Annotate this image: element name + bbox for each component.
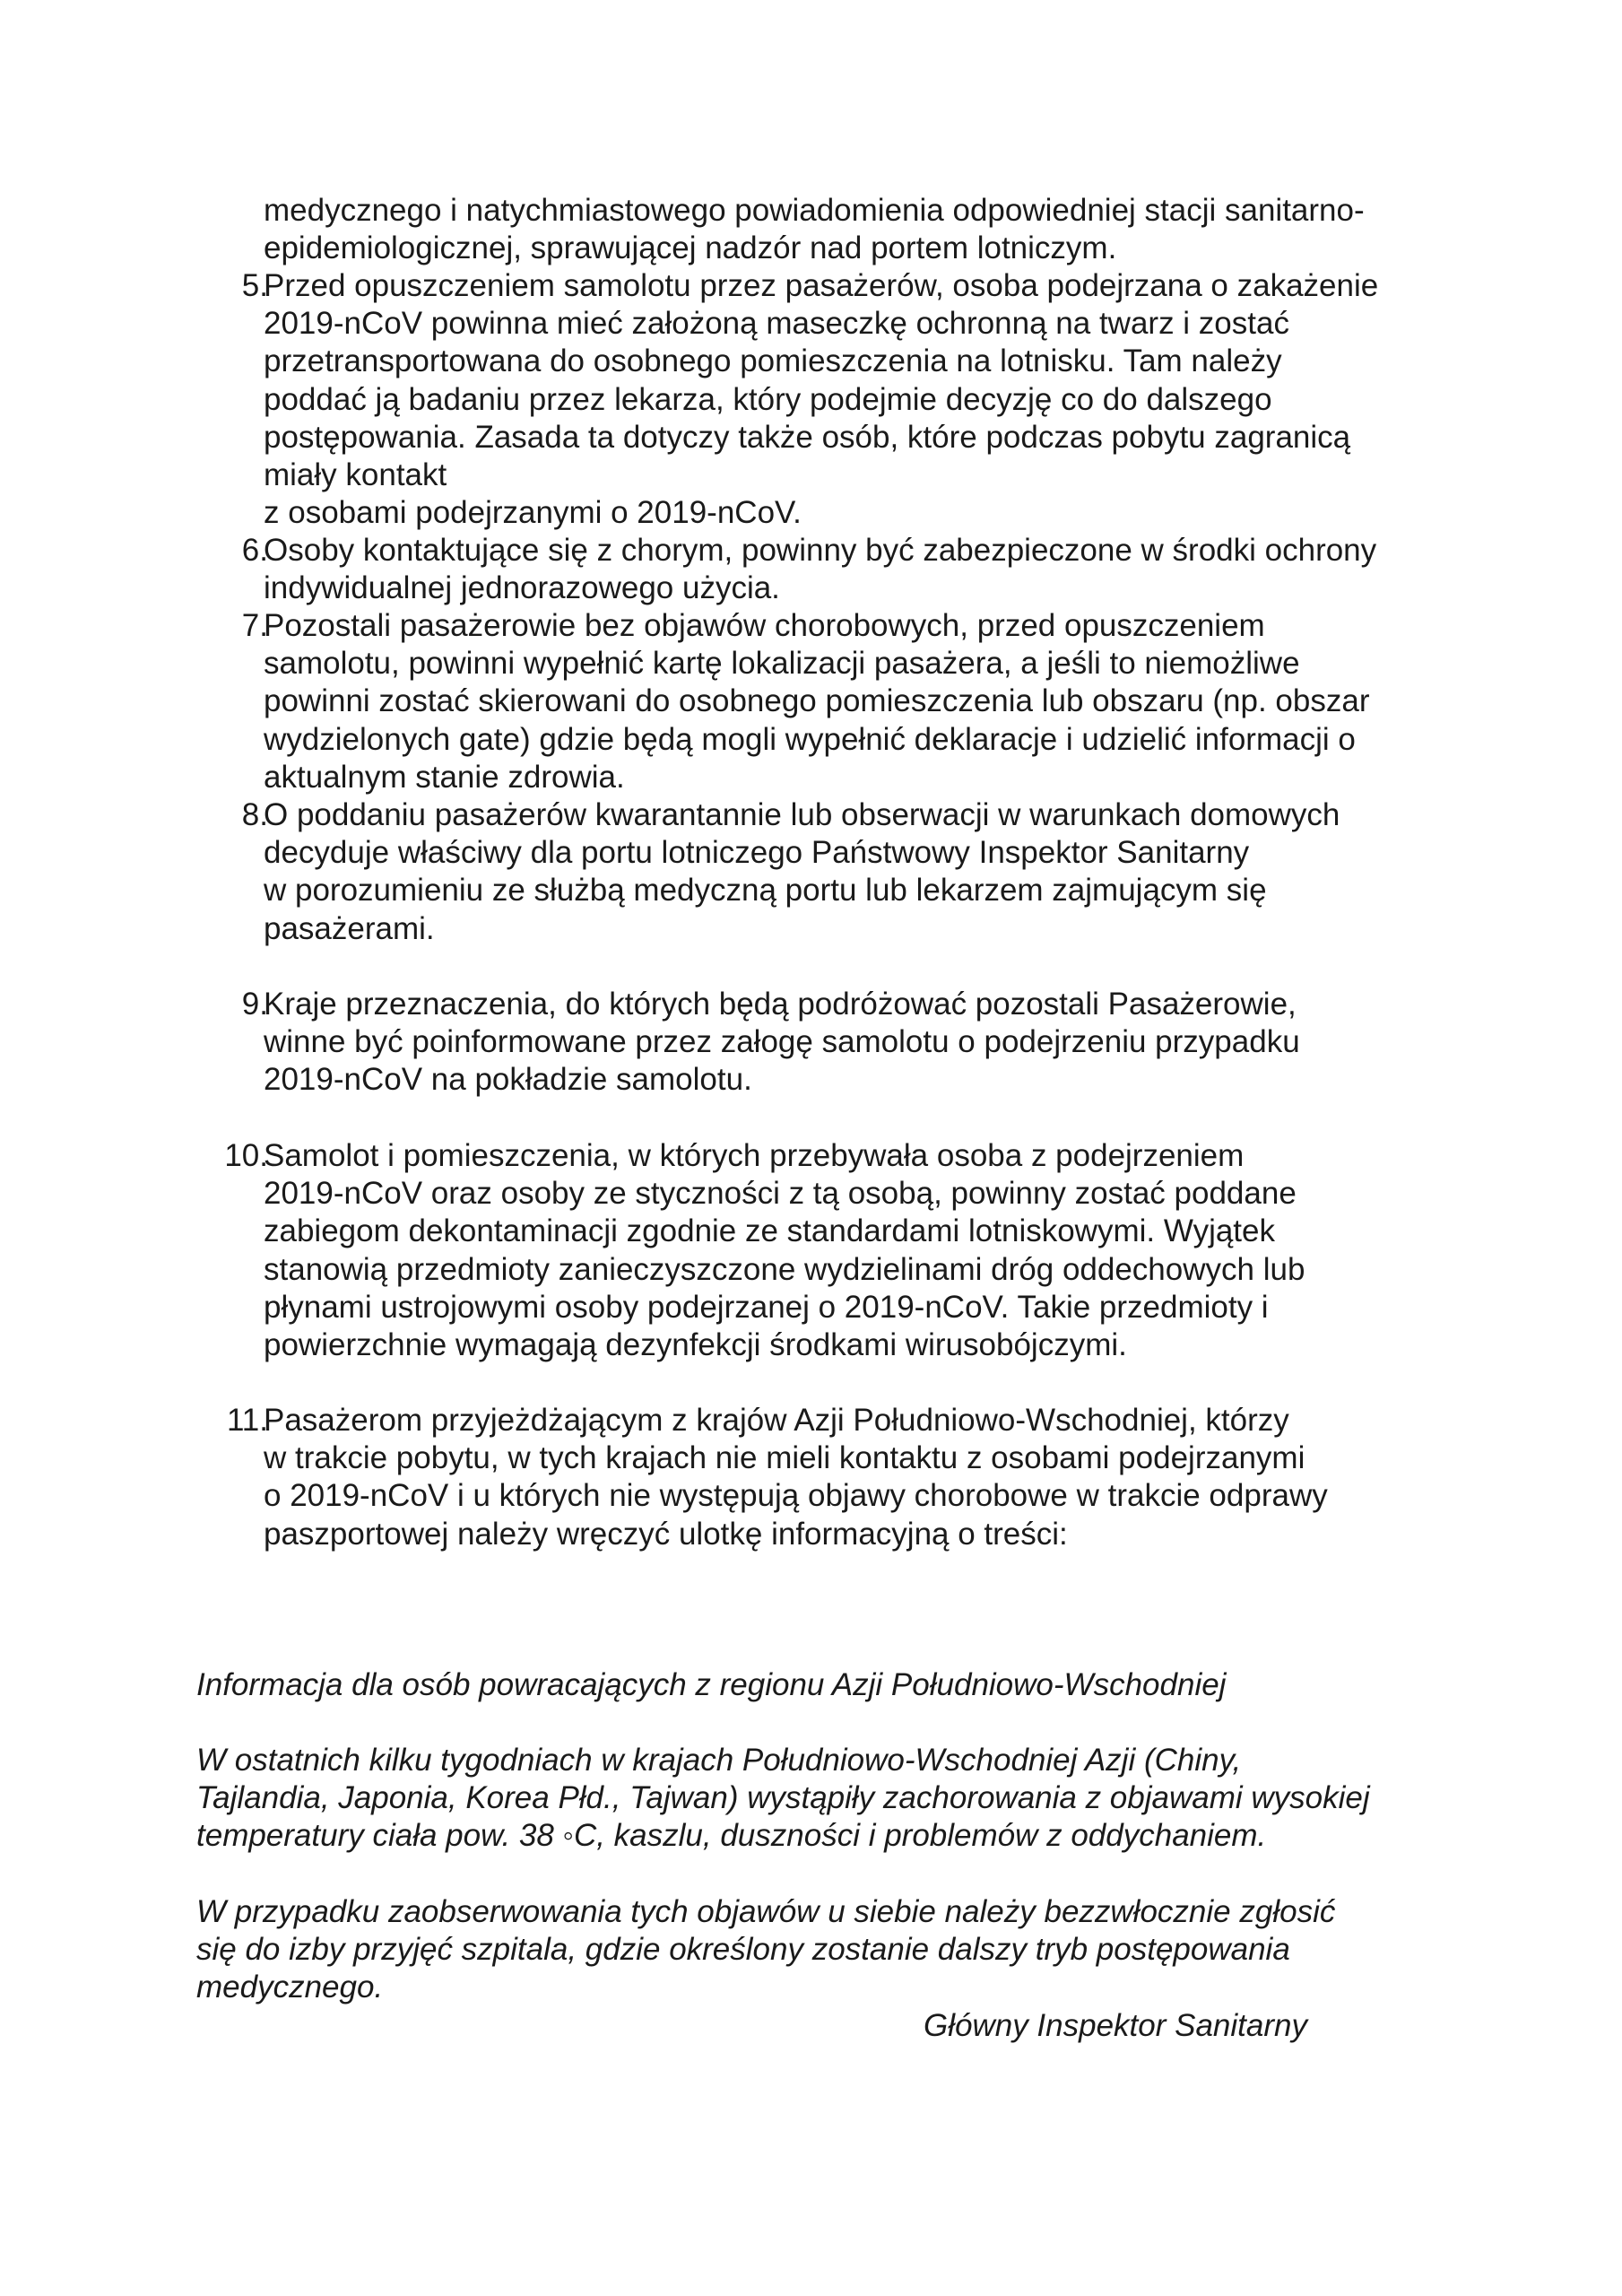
text-line: aktualnym stanie zdrowia. (264, 759, 625, 795)
text-line: epidemiologicznej, sprawującej nadzór nad portem lotniczym. (264, 230, 1117, 266)
text-line: w trakcie pobytu, w tych krajach nie mieli kontaktu z osobami podejrzanymi (264, 1440, 1305, 1476)
text-line: stanowią przedmioty zanieczyszczone wydzielinami dróg oddechowych lub (264, 1251, 1305, 1287)
text-line: Kraje przeznaczenia, do których będą podróżować pozostali Pasażerowie, (264, 987, 1297, 1022)
text-line: W ostatnich kilku tygodniach w krajach Południowo-Wschodniej Azji (Chiny, (196, 1743, 1242, 1778)
text-line: poddać ją badaniu przez lekarza, który podejmie decyzję co do dalszego (264, 381, 1272, 417)
list-item-number: 8. (241, 797, 268, 832)
text-line: Osoby kontaktujące się z chorym, powinny być zabezpieczone w środki ochrony (264, 533, 1377, 568)
list-item-number: 10. (224, 1138, 268, 1173)
text-line: samolotu, powinni wypełnić kartę lokalizacji pasażera, a jeśli to niemożliwe (264, 646, 1300, 682)
text-line: powinni zostać skierowani do osobnego pomieszczenia lub obszaru (np. obszar (264, 683, 1370, 719)
list-item-text (264, 1402, 1465, 1553)
list-item-number: 5. (241, 268, 268, 303)
text-line: o 2019-nCoV i u których nie występują objawy chorobowe w trakcie odprawy (264, 1478, 1328, 1514)
text-line: O poddaniu pasażerów kwarantannie lub obserwacji w warunkach domowych (264, 797, 1340, 832)
signature: Główny Inspektor Sanitarny (924, 2008, 1307, 2043)
text-line: W przypadku zaobserwowania tych objawów u siebie należy bezzwłocznie zgłosić (196, 1894, 1336, 1929)
list-item-number: 11. (226, 1403, 268, 1438)
text-line: zabiegom dekontaminacji zgodnie ze standardami lotniskowymi. Wyjątek (264, 1213, 1275, 1249)
list-item-number: 6. (241, 533, 268, 568)
text-line: Samolot i pomieszczenia, w których przebywała osoba z podejrzeniem (264, 1138, 1245, 1173)
text-line: się do izby przyjęć szpitala, gdzie określony zostanie dalszy tryb postępowania (196, 1932, 1290, 1968)
text-line: miały kontakt (264, 457, 447, 493)
text-line: temperatury ciała pow. 38 ◦C, kaszlu, duszności i problemów z oddychaniem. (196, 1818, 1267, 1854)
notice-title (196, 1666, 1452, 1704)
text-line: 2019-nCoV oraz osoby ze styczności z tą osobą, powinny zostać poddane (264, 1176, 1297, 1212)
text-line: przetransportowana do osobnego pomieszczenia na lotnisku. Tam należy (264, 344, 1282, 379)
text-line: pasażerami. (264, 910, 435, 946)
text-line: decyduje właściwy dla portu lotniczego Państwowy Inspektor Sanitarny (264, 835, 1250, 871)
list-item-number: 7. (241, 608, 268, 643)
list-item-text (264, 986, 1465, 1100)
text-line: w porozumieniu ze służbą medyczną portu lub lekarzem zajmującym się (264, 873, 1267, 909)
text-line: powierzchnie wymagają dezynfekcji środkami wirusobójczymi. (264, 1327, 1127, 1363)
text-line: z osobami podejrzanymi o 2019-nCoV. (264, 495, 802, 531)
notice-paragraph-1 (196, 1742, 1452, 1856)
list-item-text (264, 267, 1465, 532)
text-line: Pozostali pasażerowie bez objawów chorobowych, przed opuszczeniem (264, 608, 1265, 643)
text-line: Informacja dla osób powracających z regionu Azji Południowo-Wschodniej (196, 1667, 1227, 1702)
text-line: Tajlandia, Japonia, Korea Płd., Tajwan) wystąpiły zachorowania z objawami wysokiej (196, 1780, 1370, 1816)
text-line: Pasażerom przyjeżdżającym z krajów Azji Południowo-Wschodniej, którzy (264, 1403, 1289, 1438)
text-line: medycznego i natychmiastowego powiadomienia odpowiedniej stacji sanitarno- (264, 193, 1365, 228)
notice-paragraph-2 (196, 1893, 1452, 2007)
text-line: 2019-nCoV na pokładzie samolotu. (264, 1062, 752, 1098)
list-item-text (264, 192, 1465, 267)
text-line: postępowania. Zasada ta dotyczy także osób, które podczas pobytu zagranicą (264, 419, 1351, 455)
list-item-text (264, 1137, 1465, 1364)
list-item-text (264, 532, 1465, 607)
text-line: Przed opuszczeniem samolotu przez pasażerów, osoba podejrzana o zakażenie (264, 268, 1379, 303)
text-line: wydzielonych gate) gdzie będą mogli wypełnić deklaracje i udzielić informacji o (264, 721, 1356, 757)
list-item-text (264, 607, 1465, 796)
text-line: medycznego. (196, 1970, 384, 2005)
text-line: 2019-nCoV powinna mieć założoną maseczkę ochronną na twarz i zostać (264, 306, 1289, 342)
text-line: paszportowej należy wręczyć ulotkę informacyjną o treści: (264, 1516, 1068, 1552)
text-line: indywidualnej jednorazowego użycia. (264, 570, 780, 606)
list-item-text (264, 796, 1465, 948)
text-line: płynami ustrojowymi osoby podejrzanej o 2019-nCoV. Takie przedmioty i (264, 1289, 1269, 1325)
text-line: winne być poinformowane przez załogę samolotu o podejrzeniu przypadku (264, 1024, 1300, 1060)
list-item-number: 9. (241, 987, 268, 1022)
